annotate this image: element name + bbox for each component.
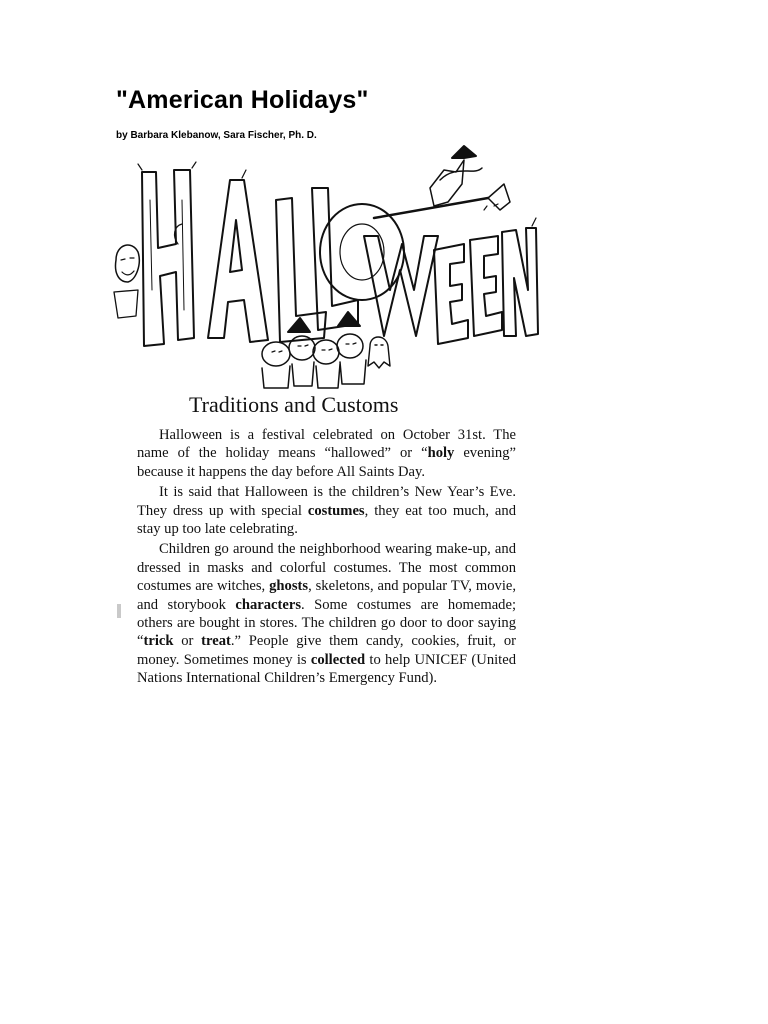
paragraph-2: It is said that Halloween is the children’s New Year’s Eve. They dress up with special costumes, they eat too much, and stay up too late celebrating. bbox=[137, 484, 516, 538]
halloween-witch-illustration-icon bbox=[112, 140, 540, 392]
paragraph-3: Children go around the neighborhood wearing make-up, and dressed in masks and colorful costumes. The most common costumes are witches, ghosts, skeletons, and popular TV, movie, and storybook characters. Some costumes are homemade; others are bought in stores. The children go door to door saying “trick or treat.” People give them candy, cookies, fruit, or money. Sometimes money is collected to help UNICEF (United Nations International Children’s Emergency Fund). bbox=[137, 541, 517, 687]
byline: by Barbara Klebanow, Sara Fischer, Ph. D. bbox=[116, 130, 317, 141]
section-heading: Traditions and Customs bbox=[189, 392, 399, 417]
document-title: "American Holidays" bbox=[116, 86, 369, 114]
halloween-illustration bbox=[112, 140, 540, 392]
article-body bbox=[137, 426, 516, 690]
paragraph-1: Halloween is a festival celebrated on October 31st. The name of the holiday means “hallowed” or “holy evening” because it happens the day before All Saints Day. bbox=[137, 427, 516, 480]
margin-mark bbox=[117, 604, 121, 618]
